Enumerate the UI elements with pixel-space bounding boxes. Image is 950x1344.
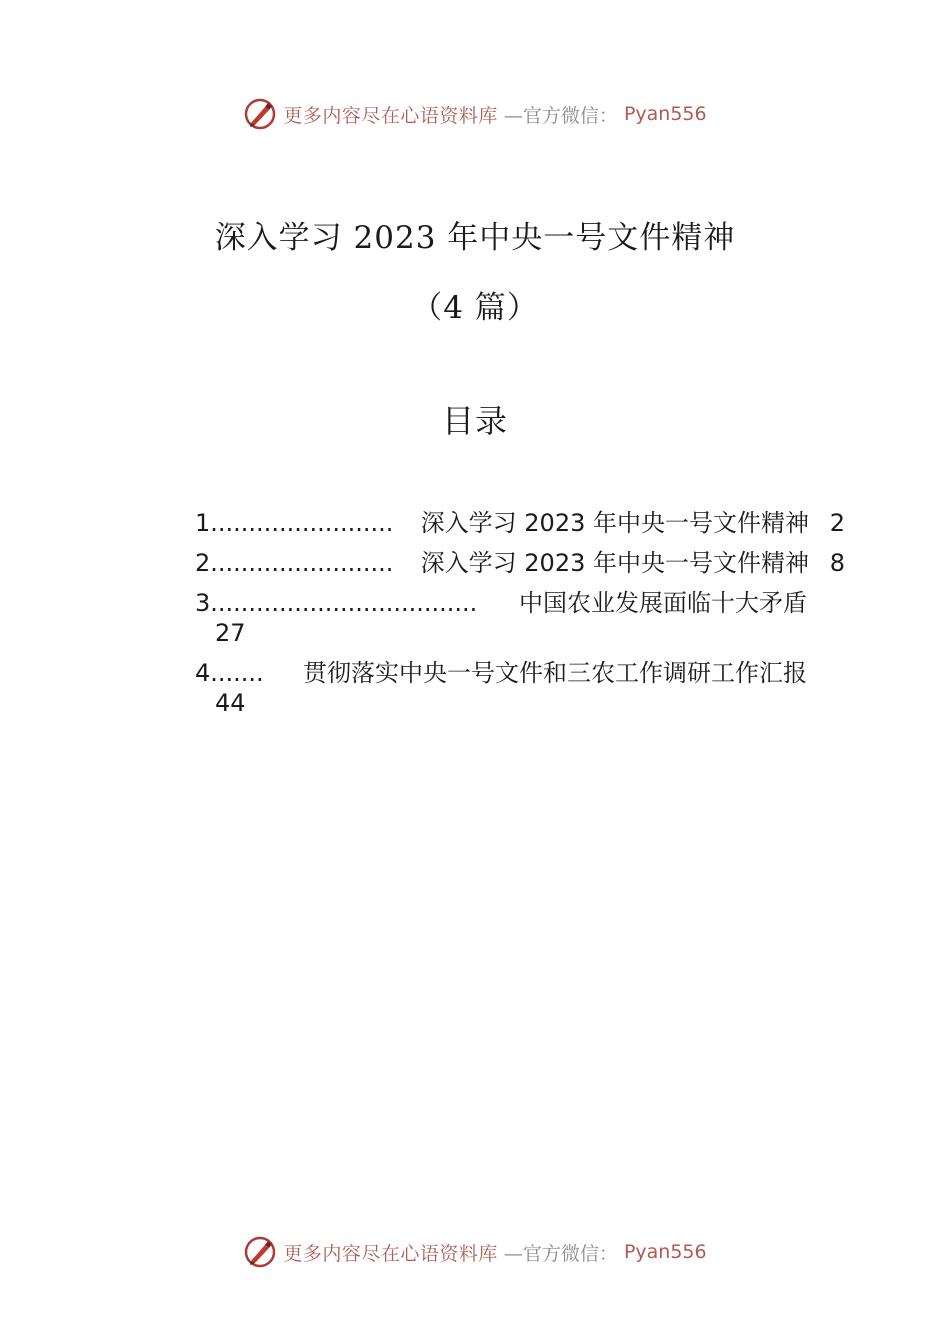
table-of-contents (195, 508, 845, 728)
watermark-separator: —官方微信： (503, 1242, 618, 1265)
document-subtitle: （4 篇） (411, 290, 539, 326)
toc-entry-4[interactable] (195, 658, 807, 718)
watermark-text: 更多内容尽在心语资料库 (283, 1242, 498, 1265)
toc-entry-number: 1 (195, 509, 211, 537)
watermark-handle: Pyan556 (623, 103, 707, 125)
toc-entry-number: 2 (195, 549, 211, 577)
toc-entry-page: 8 (829, 549, 845, 577)
footer-watermark (0, 1232, 950, 1272)
toc-leader-dots: ........................ (210, 509, 394, 537)
toc-entry-number: 3 (195, 589, 211, 617)
header-watermark (0, 94, 950, 134)
toc-entry-title: 贯彻落实中央一号文件和三农工作调研工作汇报 (303, 659, 807, 687)
toc-entry-2[interactable] (195, 548, 845, 578)
toc-entry-number: 4 (195, 659, 211, 687)
toc-entry-page: 2 (829, 509, 845, 537)
toc-entry-title: 深入学习 2023 年中央一号文件精神 (420, 509, 809, 537)
document-title: 深入学习 2023 年中央一号文件精神 (214, 220, 736, 256)
watermark-handle: Pyan556 (623, 1241, 707, 1263)
watermark-text: 更多内容尽在心语资料库 (283, 104, 498, 127)
toc-entry-page: 44 (215, 689, 246, 717)
toc-leader-dots: ................................... (210, 589, 478, 617)
toc-entry-page: 27 (215, 619, 246, 647)
toc-entry-title: 深入学习 2023 年中央一号文件精神 (420, 549, 809, 577)
toc-entry-1[interactable] (195, 508, 845, 538)
toc-entry-3[interactable] (195, 588, 807, 648)
toc-heading: 目录 (441, 402, 508, 440)
watermark-separator: —官方微信： (503, 104, 618, 127)
toc-entry-title: 中国农业发展面临十大矛盾 (519, 589, 807, 617)
pen-logo-icon (243, 97, 277, 131)
pen-logo-icon (243, 1235, 277, 1269)
toc-leader-dots: ....... (210, 659, 264, 687)
toc-leader-dots: ........................ (210, 549, 394, 577)
